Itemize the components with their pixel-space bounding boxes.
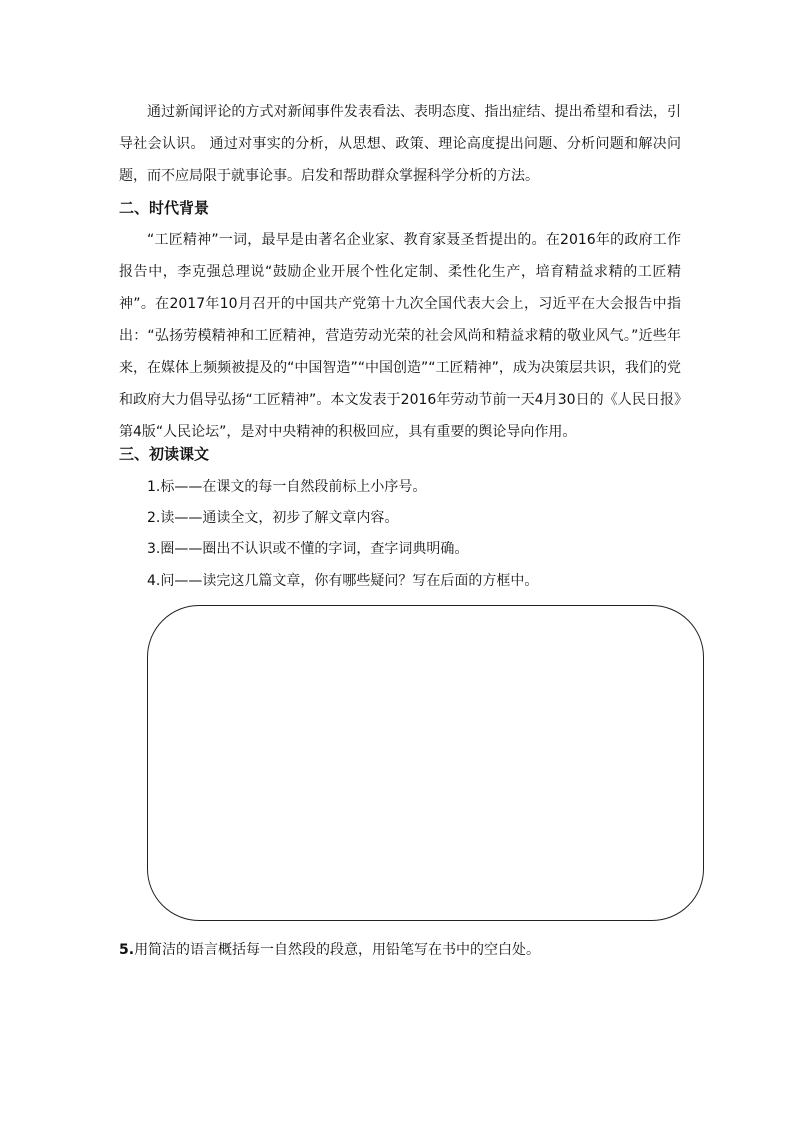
reading-step-circle: 3.圈——圈出不认识或不懂的字词，查字词典明确。 xyxy=(147,541,469,557)
reading-step-mark: 1.标——在课文的每一自然段前标上小序号。 xyxy=(147,479,427,495)
question-answer-box[interactable] xyxy=(147,605,704,921)
step5-text: 用简洁的语言概括每一自然段的段意，用铅笔写在书中的空白处。 xyxy=(134,942,541,958)
intro-paragraph xyxy=(119,96,681,192)
section-heading-first-reading: 三、初读课文 xyxy=(119,445,210,463)
background-paragraph xyxy=(119,224,681,448)
background-paragraph-text: “工匠精神”一词，最早是由著名企业家、教育家聂圣哲提出的。在2016年的政府工作报告中，李克强总理说“鼓励企业开展个性化定制、柔性化生产，培育精益求精的工匠精神”。在2017年10月召开的中国共产党第十九次全国代表大会上，习近平在大会报告中指出：“弘扬劳模精神和工匠精神，营造劳动光荣的社会风尚和精益求精的敬业风气。”近些年来，在媒体上频频被提及的“中国智造”“中国创造”“工匠精神”，成为决策层共识，我们的党和政府大力倡导弘扬“工匠精神”。本文发表于2016年劳动节前一天4月30日的《人民日报》第4版“人民论坛”，是对中央精神的积极回应，具有重要的舆论导向作用。 xyxy=(119,232,681,440)
intro-paragraph-text: 通过新闻评论的方式对新闻事件发表看法、表明态度、指出症结、提出希望和看法，引导社会认识。 通过对事实的分析，从思想、政策、理论高度提出问题、分析问题和解决问题，而不应局限于就事论事。启发和帮助群众掌握科学分析的方法。 xyxy=(119,104,681,184)
reading-step-ask: 4.问——读完这几篇文章，你有哪些疑问？写在后面的方框中。 xyxy=(147,573,539,589)
section-heading-background: 二、时代背景 xyxy=(119,199,210,217)
reading-step-summarize xyxy=(119,936,540,964)
step5-number: 5. xyxy=(119,942,135,958)
reading-step-read: 2.读——通读全文，初步了解文章内容。 xyxy=(147,510,399,526)
